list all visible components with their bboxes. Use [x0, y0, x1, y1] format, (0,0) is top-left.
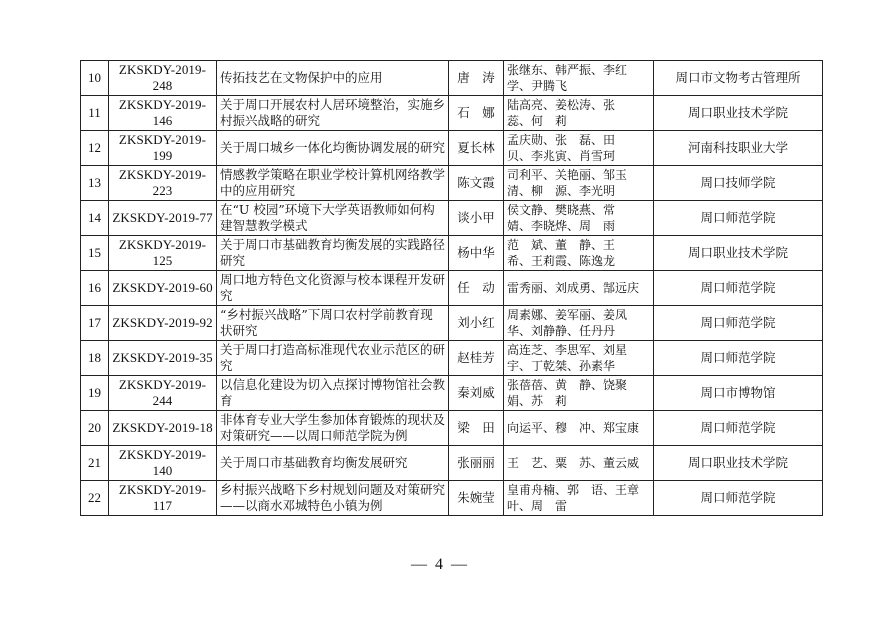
- project-members: 张蓓蓓、黄 静、饶聚娟、苏 莉: [504, 376, 654, 411]
- project-members: 王 艺、粟 苏、董云威: [504, 446, 654, 481]
- project-code: ZKSKDY-2019-117: [109, 481, 217, 516]
- project-title: 以信息化建设为切入点探讨博物馆社会教育: [217, 376, 449, 411]
- row-number: 10: [81, 61, 109, 96]
- project-members: 陆高亮、姜松涛、张 蕊、何 莉: [504, 96, 654, 131]
- project-members: 周素娜、姜军丽、姜凤华、刘静静、任丹丹: [504, 306, 654, 341]
- project-leader: 梁 田: [449, 411, 504, 446]
- project-code: ZKSKDY-2019-223: [109, 166, 217, 201]
- project-title: 乡村振兴战略下乡村规划问题及对策研究——以商水邓城特色小镇为例: [217, 481, 449, 516]
- row-number: 11: [81, 96, 109, 131]
- project-members: 侯文静、樊晓燕、常 婧、李晓烨、周 雨: [504, 201, 654, 236]
- table-row: [81, 481, 823, 516]
- page-number: — 4 —: [411, 556, 469, 573]
- project-organization: 周口师范学院: [654, 271, 823, 306]
- project-title: 周口地方特色文化资源与校本课程开发研究: [217, 271, 449, 306]
- table-row: [81, 61, 823, 96]
- project-title: 关于周口市基础教育均衡发展的实践路径研究: [217, 236, 449, 271]
- project-table: [80, 60, 823, 516]
- project-members: 范 斌、董 静、王 希、王莉霞、陈逸龙: [504, 236, 654, 271]
- project-leader: 谈小甲: [449, 201, 504, 236]
- project-organization: 周口职业技术学院: [654, 446, 823, 481]
- project-code: ZKSKDY-2019-125: [109, 236, 217, 271]
- table-row: [81, 446, 823, 481]
- project-title: 关于周口市基础教育均衡发展研究: [217, 446, 449, 481]
- project-code: ZKSKDY-2019-244: [109, 376, 217, 411]
- row-number: 21: [81, 446, 109, 481]
- row-number: 12: [81, 131, 109, 166]
- project-code: ZKSKDY-2019-92: [109, 306, 217, 341]
- row-number: 22: [81, 481, 109, 516]
- project-organization: 周口师范学院: [654, 306, 823, 341]
- project-code: ZKSKDY-2019-248: [109, 61, 217, 96]
- project-organization: 周口职业技术学院: [654, 96, 823, 131]
- project-organization: 周口市博物馆: [654, 376, 823, 411]
- project-members: 向运平、穆 冲、郑宝康: [504, 411, 654, 446]
- project-organization: 周口技师学院: [654, 166, 823, 201]
- table-row: [81, 201, 823, 236]
- project-members: 雷秀丽、刘成勇、郜远庆: [504, 271, 654, 306]
- project-code: ZKSKDY-2019-199: [109, 131, 217, 166]
- project-leader: 石 娜: [449, 96, 504, 131]
- row-number: 13: [81, 166, 109, 201]
- project-title: 关于周口城乡一体化均衡协调发展的研究: [217, 131, 449, 166]
- table-row: [81, 411, 823, 446]
- project-members: 张继东、韩严振、李红学、尹腾飞: [504, 61, 654, 96]
- row-number: 17: [81, 306, 109, 341]
- row-number: 18: [81, 341, 109, 376]
- project-leader: 刘小红: [449, 306, 504, 341]
- project-organization: 周口师范学院: [654, 411, 823, 446]
- project-organization: 周口师范学院: [654, 341, 823, 376]
- row-number: 16: [81, 271, 109, 306]
- project-leader: 秦刘威: [449, 376, 504, 411]
- project-organization: 河南科技职业大学: [654, 131, 823, 166]
- project-organization: 周口市文物考古管理所: [654, 61, 823, 96]
- table-row: [81, 166, 823, 201]
- row-number: 19: [81, 376, 109, 411]
- project-title: 关于周口开展农村人居环境整治，实施乡村振兴战略的研究: [217, 96, 449, 131]
- project-organization: 周口师范学院: [654, 201, 823, 236]
- project-members: 孟庆勋、张 磊、田 贝、李兆寅、肖雪珂: [504, 131, 654, 166]
- table-row: [81, 271, 823, 306]
- project-members: 司利平、关艳丽、邹玉清、柳 源、李光明: [504, 166, 654, 201]
- project-title: 情感教学策略在职业学校计算机网络教学中的应用研究: [217, 166, 449, 201]
- project-leader: 朱婉莹: [449, 481, 504, 516]
- project-code: ZKSKDY-2019-35: [109, 341, 217, 376]
- table-row: [81, 306, 823, 341]
- project-code: ZKSKDY-2019-146: [109, 96, 217, 131]
- project-leader: 陈文霞: [449, 166, 504, 201]
- project-code: ZKSKDY-2019-140: [109, 446, 217, 481]
- project-title: 非体育专业大学生参加体育锻炼的现状及对策研究——以周口师范学院为例: [217, 411, 449, 446]
- project-code: ZKSKDY-2019-18: [109, 411, 217, 446]
- table-body: [81, 61, 823, 516]
- row-number: 14: [81, 201, 109, 236]
- project-members: 高连芝、李思军、刘星宇、丁乾桀、孙素华: [504, 341, 654, 376]
- project-leader: 夏长林: [449, 131, 504, 166]
- project-code: ZKSKDY-2019-77: [109, 201, 217, 236]
- project-title: “乡村振兴战略”下周口农村学前教育现状研究: [217, 306, 449, 341]
- row-number: 15: [81, 236, 109, 271]
- project-leader: 唐 涛: [449, 61, 504, 96]
- project-leader: 赵桂芳: [449, 341, 504, 376]
- table-row: [81, 96, 823, 131]
- project-leader: 杨中华: [449, 236, 504, 271]
- project-leader: 张丽丽: [449, 446, 504, 481]
- row-number: 20: [81, 411, 109, 446]
- project-title: 关于周口打造高标准现代农业示范区的研究: [217, 341, 449, 376]
- table-row: [81, 341, 823, 376]
- project-title: 在“U 校园”环境下大学英语教师如何构建智慧教学模式: [217, 201, 449, 236]
- project-leader: 任 动: [449, 271, 504, 306]
- table-row: [81, 131, 823, 166]
- project-members: 皇甫舟楠、郭 语、王章叶、周 雷: [504, 481, 654, 516]
- project-code: ZKSKDY-2019-60: [109, 271, 217, 306]
- project-organization: 周口师范学院: [654, 481, 823, 516]
- table-row: [81, 376, 823, 411]
- project-organization: 周口职业技术学院: [654, 236, 823, 271]
- table-row: [81, 236, 823, 271]
- project-title: 传拓技艺在文物保护中的应用: [217, 61, 449, 96]
